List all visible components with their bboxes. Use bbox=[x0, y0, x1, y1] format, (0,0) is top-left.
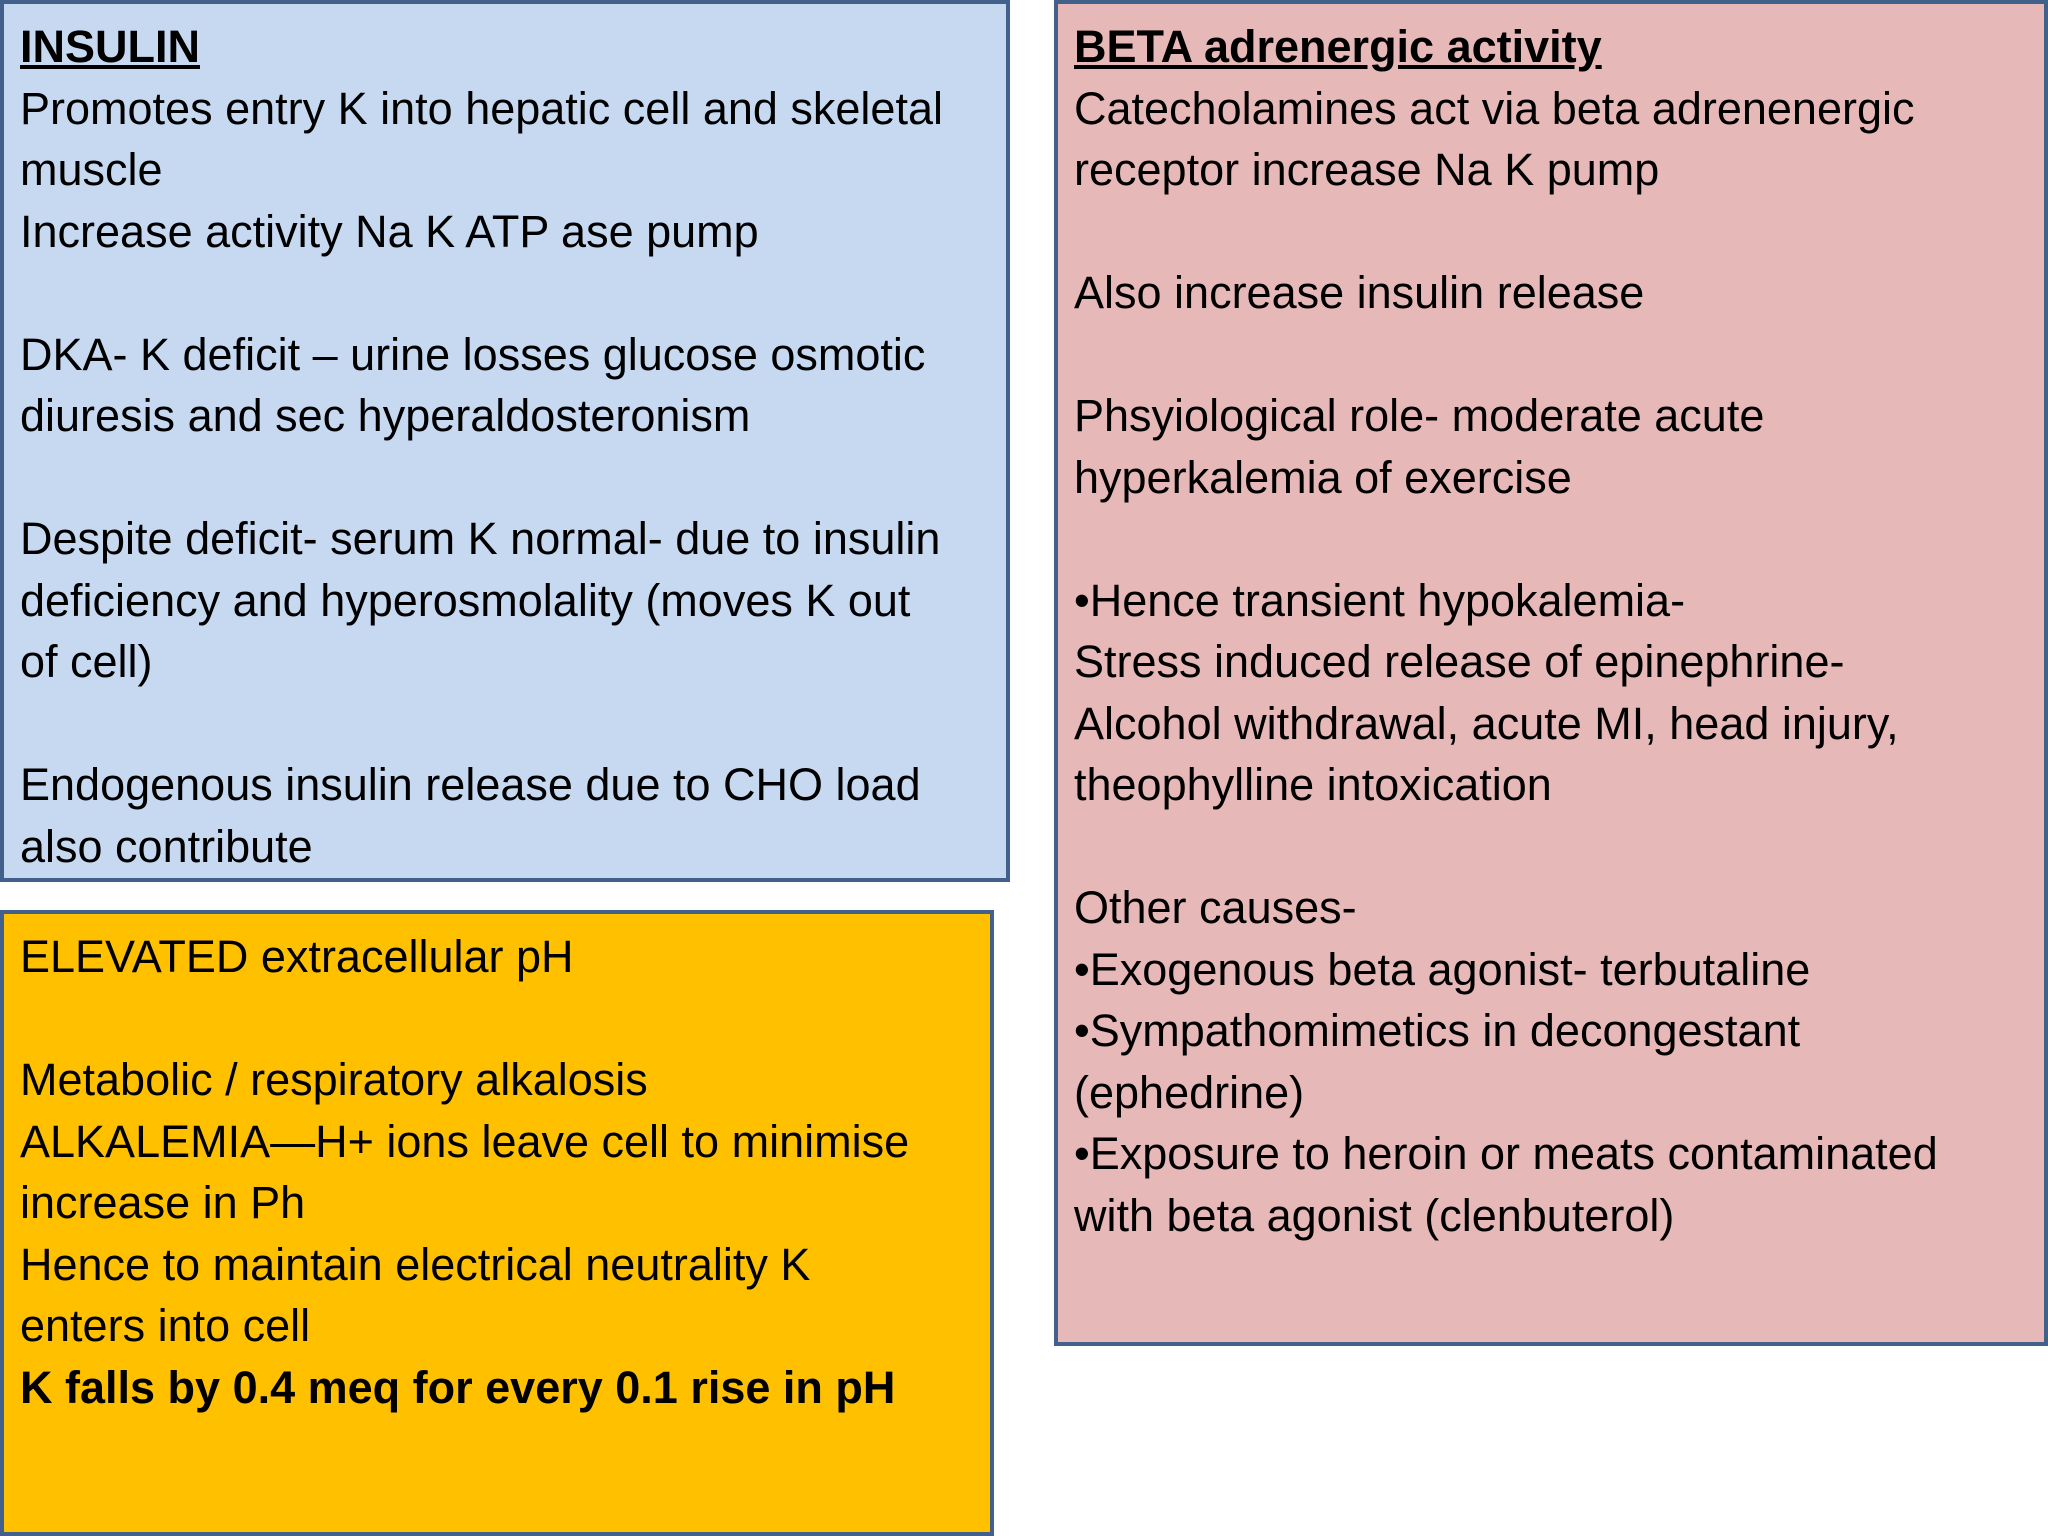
spacer bbox=[20, 447, 990, 509]
insulin-panel bbox=[0, 0, 1010, 882]
spacer bbox=[1074, 201, 2028, 263]
spacer bbox=[20, 988, 974, 1050]
insulin-line: DKA- K deficit – urine losses glucose osmotic bbox=[20, 328, 926, 380]
spacer bbox=[1074, 324, 2028, 386]
insulin-line: of cell) bbox=[20, 636, 153, 687]
insulin-line: muscle bbox=[20, 144, 163, 195]
ph-key-fact: K falls by 0.4 meq for every 0.1 rise in pH bbox=[20, 1361, 896, 1413]
insulin-line: Endogenous insulin release due to CHO load bbox=[20, 759, 921, 810]
insulin-line: deficiency and hyperosmolality (moves K out bbox=[20, 574, 911, 626]
ph-line: enters into cell bbox=[20, 1300, 311, 1351]
beta-line: with beta agonist (clenbuterol) bbox=[1074, 1189, 1675, 1241]
beta-line: Phsyiological role- moderate acute bbox=[1074, 390, 1765, 441]
spacer bbox=[20, 262, 990, 324]
beta-line: Alcohol withdrawal, acute MI, head injury, bbox=[1074, 697, 1899, 749]
spacer bbox=[1074, 508, 2028, 570]
ph-line: increase in Ph bbox=[20, 1177, 306, 1228]
beta-line: hyperkalemia of exercise bbox=[1074, 451, 1572, 503]
beta-bullet-line: •Exogenous beta agonist- terbutaline bbox=[1074, 943, 1811, 995]
ph-line: Hence to maintain electrical neutrality K bbox=[20, 1238, 811, 1290]
insulin-line: also contribute bbox=[20, 820, 313, 872]
beta-line: (ephedrine) bbox=[1074, 1066, 1305, 1118]
insulin-line: Increase activity Na K ATP ase pump bbox=[20, 205, 759, 257]
insulin-line: Promotes entry K into hepatic cell and skeletal bbox=[20, 82, 943, 134]
beta-line: Other causes- bbox=[1074, 882, 1357, 933]
beta-adrenergic-panel bbox=[1054, 0, 2048, 1346]
beta-bullet-line: •Sympathomimetics in decongestant bbox=[1074, 1005, 1801, 1056]
insulin-heading: INSULIN bbox=[20, 21, 200, 72]
beta-bullet-line: •Hence transient hypokalemia- bbox=[1074, 574, 1686, 626]
beta-line: Also increase insulin release bbox=[1074, 267, 1645, 318]
beta-line: receptor increase Na K pump bbox=[1074, 144, 1660, 195]
insulin-line: Despite deficit- serum K normal- due to insulin bbox=[20, 513, 941, 564]
beta-heading: BETA adrenergic activity bbox=[1074, 21, 1602, 72]
beta-line: theophylline intoxication bbox=[1074, 759, 1552, 810]
ph-line: ALKALEMIA—H+ ions leave cell to minimise bbox=[20, 1115, 910, 1167]
beta-line: Stress induced release of epinephrine- bbox=[1074, 636, 1845, 687]
spacer bbox=[20, 693, 990, 755]
ph-heading: ELEVATED extracellular pH bbox=[20, 931, 574, 982]
ph-line: Metabolic / respiratory alkalosis bbox=[20, 1054, 648, 1105]
beta-bullet-line: •Exposure to heroin or meats contaminated bbox=[1074, 1128, 1938, 1179]
elevated-ph-panel bbox=[0, 910, 994, 1536]
insulin-line: diuresis and sec hyperaldosteronism bbox=[20, 390, 751, 441]
spacer bbox=[1074, 816, 2028, 878]
beta-line: Catecholamines act via beta adrenenergic bbox=[1074, 82, 1915, 134]
